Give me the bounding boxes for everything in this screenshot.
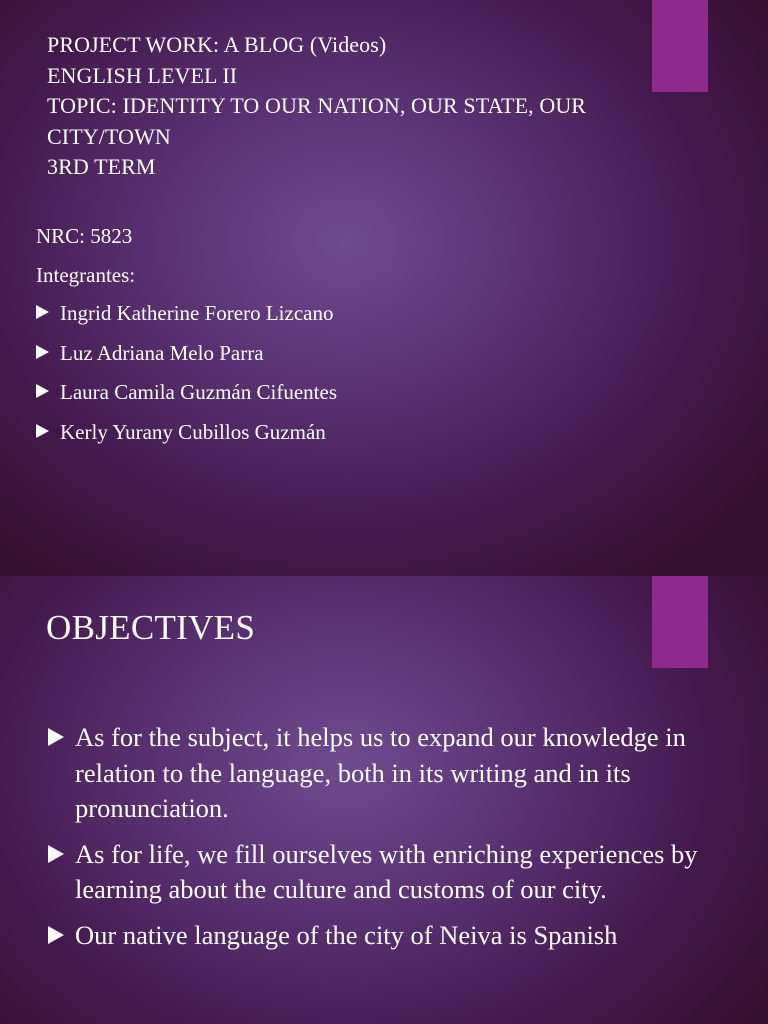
members-label: Integrantes: — [36, 263, 136, 287]
project-title-block — [47, 30, 707, 183]
member-name: Luz Adriana Melo Parra — [60, 340, 264, 365]
nrc-label: NRC: 5823 — [36, 224, 133, 248]
bullet-triangle-icon — [48, 926, 64, 944]
member-name: Kerly Yurany Cubillos Guzmán — [60, 419, 326, 444]
group-info — [36, 222, 337, 458]
objective-text: As for the subject, it helps us to expand our knowledge in relation to the language, both in its writing and in its pronunciation. — [75, 722, 686, 823]
bullet-triangle-icon — [48, 845, 64, 863]
list-item — [36, 300, 337, 340]
list-item — [36, 419, 337, 459]
accent-bar — [652, 576, 708, 668]
page-title: OBJECTIVES — [46, 608, 256, 647]
member-name: Laura Camila Guzmán Cifuentes — [60, 380, 337, 404]
bullet-triangle-icon — [36, 384, 49, 398]
bullet-triangle-icon — [36, 345, 49, 359]
title-line: ENGLISH LEVEL II — [47, 62, 238, 88]
bullet-triangle-icon — [36, 424, 49, 438]
list-item — [48, 837, 738, 908]
objective-text: As for life, we fill ourselves with enriching experiences by learning about the culture and customs of our city. — [75, 838, 698, 904]
list-item — [36, 379, 337, 419]
title-line: 3RD TERM — [47, 154, 156, 179]
list-item — [36, 340, 337, 380]
bullet-triangle-icon — [48, 728, 64, 746]
title-line: PROJECT WORK: A BLOG (Videos) — [47, 32, 387, 57]
member-name: Ingrid Katherine Forero Lizcano — [60, 301, 334, 325]
list-item — [48, 918, 738, 954]
objectives-list — [48, 720, 738, 963]
objective-text: Our native language of the city of Neiva is Spanish — [75, 919, 618, 950]
list-item — [48, 720, 738, 827]
bullet-triangle-icon — [36, 305, 49, 319]
slide-objectives — [0, 576, 768, 1024]
title-line: TOPIC: IDENTITY TO OUR NATION, OUR STATE, OUR CITY/TOWN — [47, 93, 587, 149]
